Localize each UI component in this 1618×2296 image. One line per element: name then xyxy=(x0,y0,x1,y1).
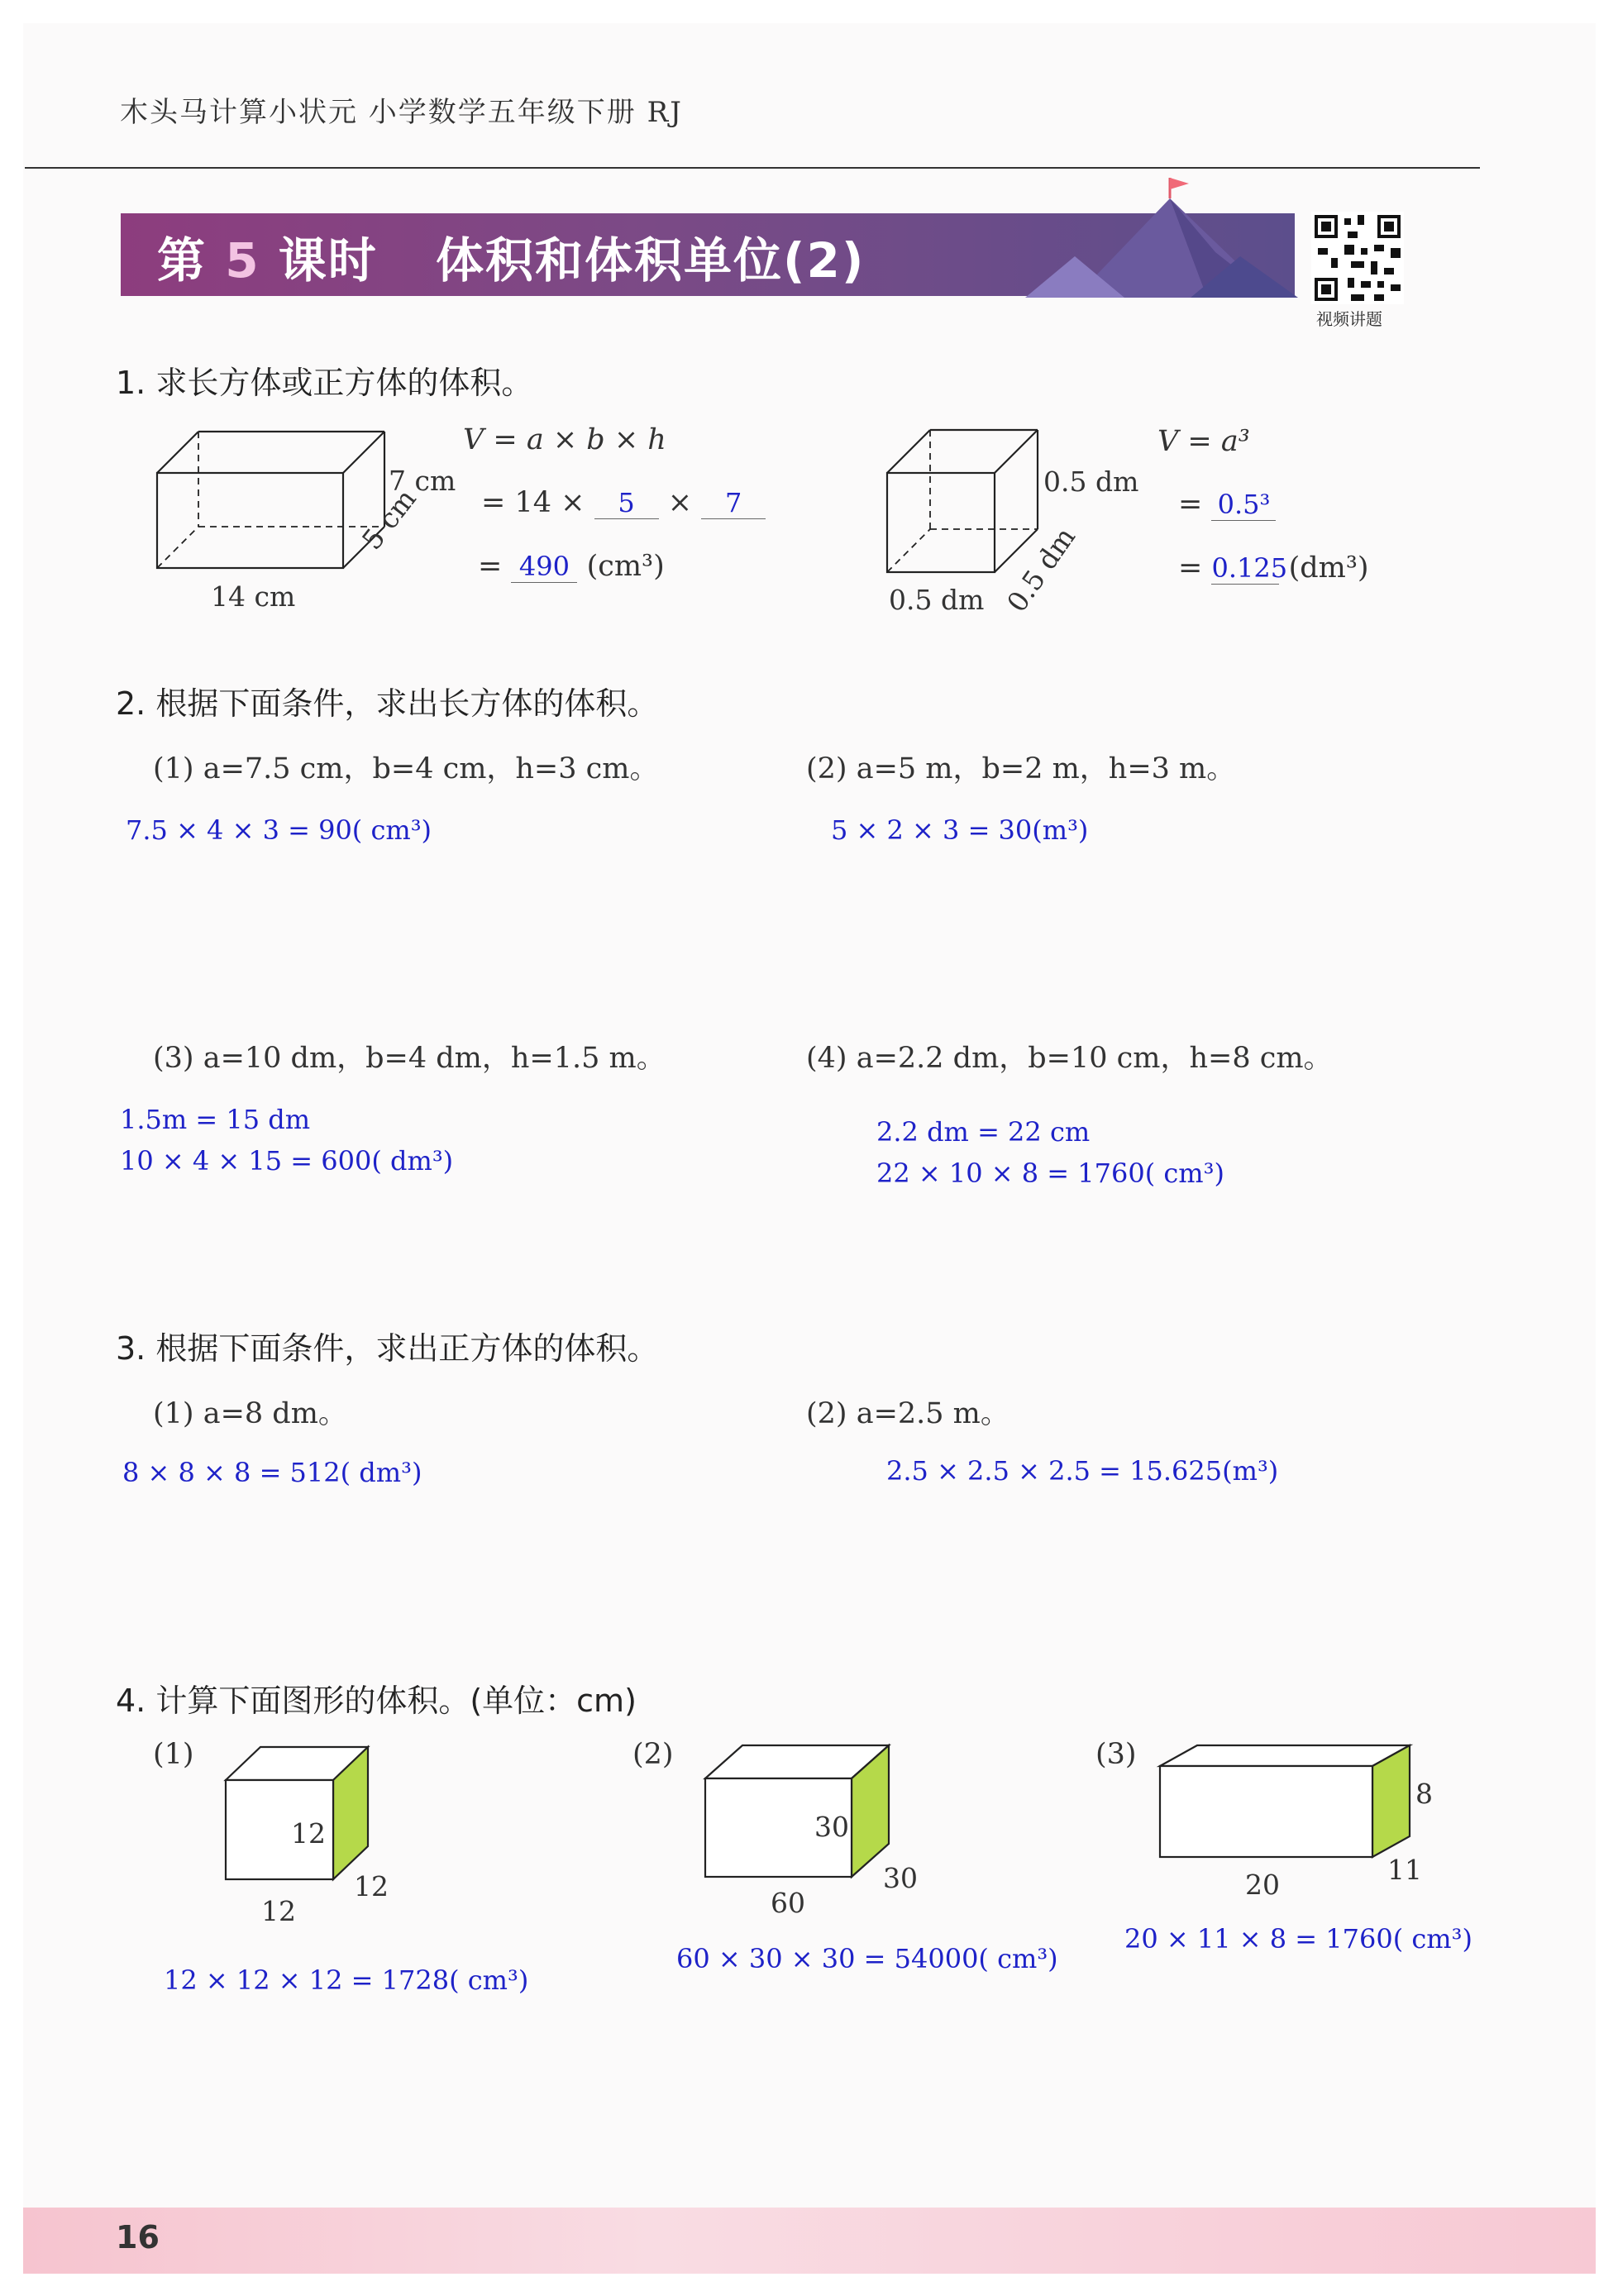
cube-step2 xyxy=(1178,488,1276,521)
cube-figure xyxy=(881,423,1054,580)
header-divider xyxy=(25,167,1480,169)
page-number: 16 xyxy=(116,2219,160,2255)
qr-label: 视频讲题 xyxy=(1316,309,1382,329)
q2-item3-answer-1: 1.5m = 15 dm xyxy=(120,1104,311,1135)
lesson-number: 5 xyxy=(225,232,260,289)
q3-prompt: 3. 根据下面条件，求出正方体的体积。 xyxy=(116,1330,659,1367)
cuboid-step3-prefix: = xyxy=(478,550,503,583)
cuboid-blank-490[interactable]: 490 xyxy=(511,551,577,583)
q3-item2-label: (2) a=2.5 m。 xyxy=(806,1397,1009,1430)
q1-prompt: 1. 求长方体或正方体的体积。 xyxy=(116,365,533,401)
q3-item1-answer: 8 × 8 × 8 = 512( dm³) xyxy=(122,1457,422,1488)
cube-step2-prefix: = xyxy=(1178,488,1203,521)
cuboid-step2 xyxy=(481,486,766,519)
q4-item2-dim-width: 30 xyxy=(883,1862,918,1894)
cube-width: 0.5 dm xyxy=(1000,521,1082,618)
q4-long-cuboid-figure xyxy=(1156,1741,1416,1861)
cuboid-height: 7 cm xyxy=(389,465,456,497)
cuboid-step2-prefix: = 14 × xyxy=(481,486,585,519)
q4-item2-label: (2) xyxy=(632,1738,674,1771)
q2-item4-answer-1: 2.2 dm = 22 cm xyxy=(876,1116,1091,1148)
cube-length: 0.5 dm xyxy=(889,584,985,616)
q4-item3-answer: 20 × 11 × 8 = 1760( cm³) xyxy=(1124,1923,1472,1955)
q2-item2-answer: 5 × 2 × 3 = 30(m³) xyxy=(831,814,1089,846)
q2-item3-label: (3) a=10 dm，b=4 dm，h=1.5 m。 xyxy=(153,1042,666,1075)
book-title: 木头马计算小状元 小学数学五年级下册 RJ xyxy=(120,96,683,129)
qr-code-icon[interactable] xyxy=(1311,212,1404,304)
lesson-prefix: 第 xyxy=(157,232,208,289)
cuboid-width: 5 cm xyxy=(356,482,422,556)
q2-item2-label: (2) a=5 m，b=2 m，h=3 m。 xyxy=(806,752,1236,785)
cuboid-formula: V = a × b × h xyxy=(463,423,666,456)
q4-cuboid-figure xyxy=(701,1741,895,1883)
q2-prompt: 2. 根据下面条件，求出长方体的体积。 xyxy=(116,685,659,722)
cube-unit: (dm³) xyxy=(1288,551,1369,585)
cuboid-length: 14 cm xyxy=(211,580,296,613)
q2-item1-label: (1) a=7.5 cm，b=4 cm，h=3 cm。 xyxy=(153,752,659,785)
cuboid-figure xyxy=(149,422,405,587)
q4-item3-dim-height: 8 xyxy=(1415,1778,1433,1810)
mountain-graphic xyxy=(1025,178,1298,298)
q4-item3-label: (3) xyxy=(1095,1738,1137,1771)
q4-item2-answer: 60 × 30 × 30 = 54000( cm³) xyxy=(676,1943,1058,1974)
cube-formula: V = a³ xyxy=(1157,425,1250,458)
cube-step3-prefix: = xyxy=(1178,551,1203,585)
q3-item2-answer: 2.5 × 2.5 × 2.5 = 15.625(m³) xyxy=(886,1455,1279,1487)
cube-height: 0.5 dm xyxy=(1043,465,1139,498)
footer-band xyxy=(23,2208,1596,2274)
q4-item1-dim-height: 12 xyxy=(291,1817,326,1850)
q4-item3-dim-length: 20 xyxy=(1245,1869,1280,1901)
q4-item3-dim-width: 11 xyxy=(1387,1854,1422,1886)
cuboid-blank-7[interactable]: 7 xyxy=(701,487,766,519)
cube-blank-0.5cubed[interactable]: 0.5³ xyxy=(1211,489,1276,521)
q2-item4-label: (4) a=2.2 dm，b=10 cm，h=8 cm。 xyxy=(806,1042,1333,1075)
lesson-title xyxy=(157,222,865,291)
q4-item1-label: (1) xyxy=(153,1738,194,1771)
q4-item1-dim-length: 12 xyxy=(261,1895,296,1927)
q4-item2-dim-length: 60 xyxy=(771,1887,805,1919)
q4-item1-answer: 12 × 12 × 12 = 1728( cm³) xyxy=(164,1964,529,1996)
cuboid-blank-5[interactable]: 5 xyxy=(594,487,659,519)
q4-prompt: 4. 计算下面图形的体积。(单位：cm) xyxy=(116,1683,637,1719)
q3-item1-label: (1) a=8 dm。 xyxy=(153,1397,347,1430)
cube-step3 xyxy=(1178,551,1369,585)
lesson-suffix: 课时 xyxy=(278,232,378,289)
lesson-topic: 体积和体积单位(2) xyxy=(436,232,866,289)
q2-item1-answer: 7.5 × 4 × 3 = 90( cm³) xyxy=(126,814,432,846)
q4-item1-dim-width: 12 xyxy=(354,1870,389,1902)
q4-item2-dim-height: 30 xyxy=(814,1811,849,1843)
q2-item4-answer-2: 22 × 10 × 8 = 1760( cm³) xyxy=(876,1158,1224,1189)
cuboid-unit: (cm³) xyxy=(586,550,665,583)
cube-blank-0.125[interactable]: 0.125 xyxy=(1211,552,1288,584)
cuboid-step3 xyxy=(478,550,665,583)
cuboid-times: × xyxy=(667,486,693,519)
q2-item3-answer-2: 10 × 4 × 15 = 600( dm³) xyxy=(120,1145,454,1177)
